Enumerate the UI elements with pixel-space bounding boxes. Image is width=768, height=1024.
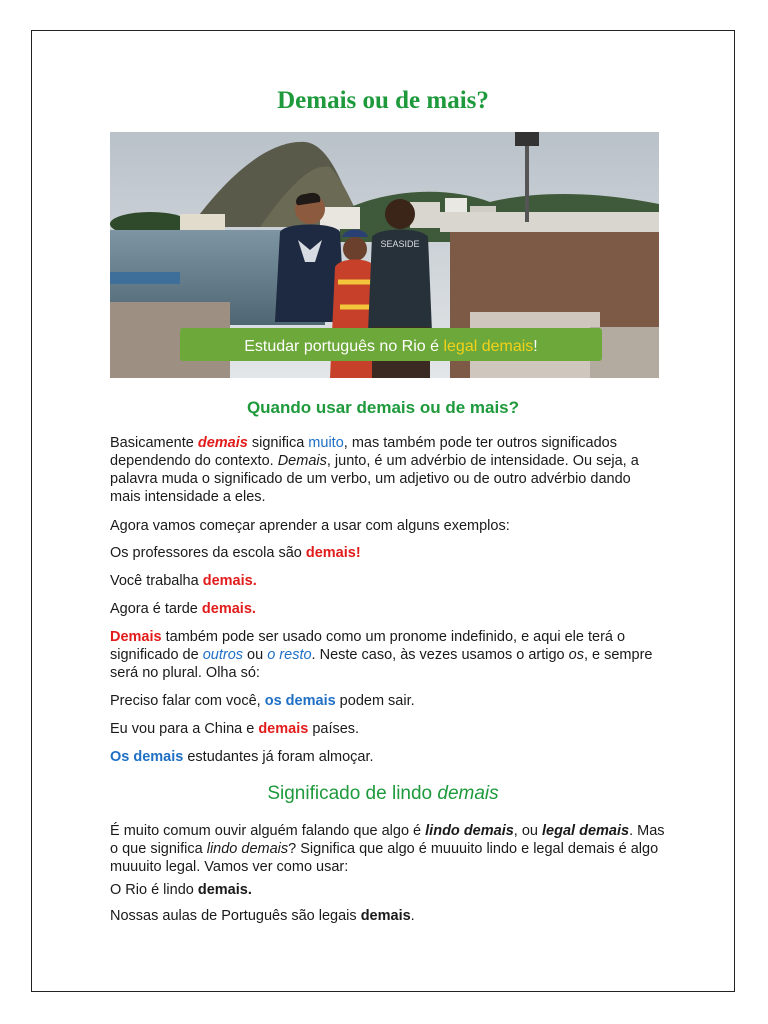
example-1: Os professores da escola são demais! [110, 545, 361, 561]
example-4: Preciso falar com você, os demais podem sair. [110, 693, 415, 709]
example-aulas: Nossas aulas de Português são legais demais. [110, 908, 415, 924]
banner-caption [244, 338, 538, 355]
paragraph-pronoun: Demais também pode ser usado como um pronome indefinido, e aqui ele terá o significado de outros ou o resto. Neste caso, às vezes usamos o artigo os, e sempre será no plural. Olha só: [110, 629, 653, 681]
example-5: Eu vou para a China e demais países. [110, 721, 360, 737]
example-rio: O Rio é lindo demais. [110, 882, 252, 898]
rio-photo-illustration [110, 132, 659, 378]
example-3: Agora é tarde demais. [110, 601, 256, 617]
example-2: Você trabalha demais. [110, 573, 257, 589]
banner-photo [110, 132, 659, 378]
paragraph-examples-intro: Agora vamos começar aprender a usar com alguns exemplos: [110, 518, 510, 534]
section-heading-usage: Quando usar demais ou de mais? [246, 398, 520, 417]
caption-prefix: Estudar português no Rio é [244, 338, 444, 355]
shirt-text: SEASIDE [380, 239, 420, 249]
paragraph-intro: Basicamente demais significa muito, mas também pode ter outros significados dependendo do contexto. Demais, junto, é um advérbio de intensidade. Ou seja, a palavra muda o significado de um verbo, um adjetivo ou de outro advérbio dando mais intensidade a eles. [110, 435, 639, 505]
caption-highlight: legal demais [443, 338, 534, 355]
caption-suffix: ! [533, 338, 538, 355]
section-heading-lindo-demais: Significado de lindo demais [267, 783, 499, 804]
document-page [31, 30, 735, 992]
page-title: Demais ou de mais? [277, 87, 489, 114]
paragraph-lindo-demais: É muito comum ouvir alguém falando que algo é lindo demais, ou legal demais. Mas o que significa lindo demais? Significa que algo é muuuito lindo e legal demais é algo muuuito legal. Vamos ver como usar: [110, 823, 665, 875]
example-6: Os demais estudantes já foram almoçar. [110, 749, 374, 765]
